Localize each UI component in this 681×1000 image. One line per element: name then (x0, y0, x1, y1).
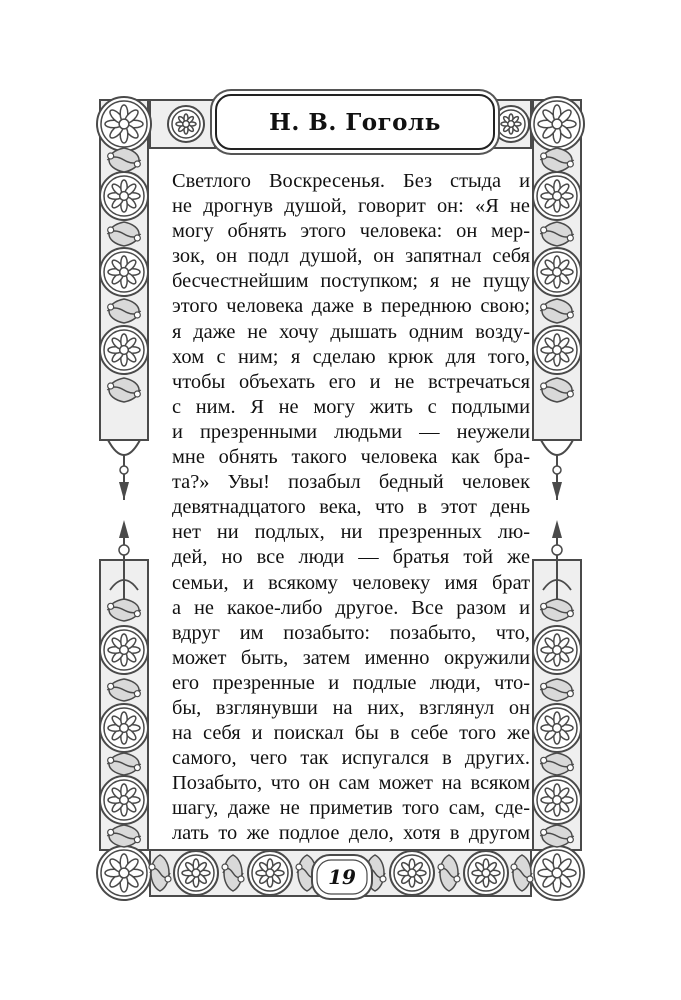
side-rosette-right (533, 326, 581, 374)
bottom-rosette (174, 851, 218, 895)
side-rosette-right (533, 776, 581, 824)
side-rosette-left (100, 704, 148, 752)
text-line: вдруг им позабыто: позабыто, что, (172, 621, 530, 644)
text-line: не дрогнув душой, говорит он: «Я не (172, 195, 530, 218)
page-number: 19 (328, 865, 356, 889)
side-rosette-right (533, 172, 581, 220)
corner-rosette-bottom-left (97, 846, 151, 900)
text-line: я даже не хочу дышать одним возду- (172, 320, 530, 343)
side-rosette-left (100, 172, 148, 220)
top-small-rosette (493, 106, 529, 142)
text-line: а не какое-либо другое. Все разом и (172, 596, 530, 619)
pendant-ornament (108, 440, 140, 500)
text-line: хом с ним; я сделаю крюк для того, (172, 345, 530, 368)
corner-rosette-top-left (97, 97, 151, 151)
side-rosette-left (100, 248, 148, 296)
pendant-ornament (541, 440, 573, 500)
text-line: та?» Увы! позабыл бедный человек (172, 471, 530, 494)
corner-rosette-bottom-right (530, 846, 584, 900)
side-rosette-left (100, 776, 148, 824)
text-line: и презренными людьми — неужели (172, 420, 530, 443)
text-line: девятнадцатого века, что в этот день (172, 496, 530, 519)
text-line: чтобы объехать его и не встречаться (172, 370, 530, 393)
text-line: самого, чего так испугался в других. (172, 747, 530, 770)
side-rosette-left (100, 326, 148, 374)
page-title: Н. В. Гоголь (269, 108, 441, 136)
side-rosette-right (533, 626, 581, 674)
side-rosette-right (533, 704, 581, 752)
text-line: этого человека даже в переднюю свою; (172, 295, 530, 318)
text-line: нет ни подлых, ни презренных лю- (172, 521, 530, 544)
text-line: мне обнять такого человека как бра- (172, 446, 530, 469)
text-line: может быть, затем именно окружили (172, 646, 530, 669)
bottom-rosette (248, 851, 292, 895)
text-line: лать то же подлое дело, хотя в другом (172, 822, 530, 845)
text-line: бы, взглянувши на них, взглянул он (172, 696, 530, 719)
text-line: шагу, даже не приметив того сам, сде- (172, 797, 530, 820)
bottom-rosette (390, 851, 434, 895)
text-line: зок, он подл душой, он запятнал себя (172, 245, 530, 268)
side-rosette-right (533, 248, 581, 296)
text-line: Позабыто, что он сам может на всяком (172, 772, 530, 795)
bottom-rosette (464, 851, 508, 895)
text-line: на себя и поискал бы в себе того же (172, 722, 530, 745)
text-line: дей, но все люди — братья той же (172, 546, 530, 569)
text-line: с ним. Я не могу жить с подлыми (172, 395, 530, 418)
text-line: могу обнять этого человека: он мер- (172, 220, 530, 243)
header-cartouche (215, 94, 495, 150)
text-line: семьи, и всякому человеку имя брат (172, 571, 530, 594)
side-rosette-left (100, 626, 148, 674)
text-line: Светлого Воскресенья. Без стыда и (172, 170, 530, 192)
corner-rosette-top-right (530, 97, 584, 151)
text-line: его презренные и подлые люди, что- (172, 671, 530, 694)
text-line: бесчестнейшим поступком; я не пущу (172, 270, 530, 293)
top-small-rosette (168, 106, 204, 142)
body-text (172, 169, 530, 847)
